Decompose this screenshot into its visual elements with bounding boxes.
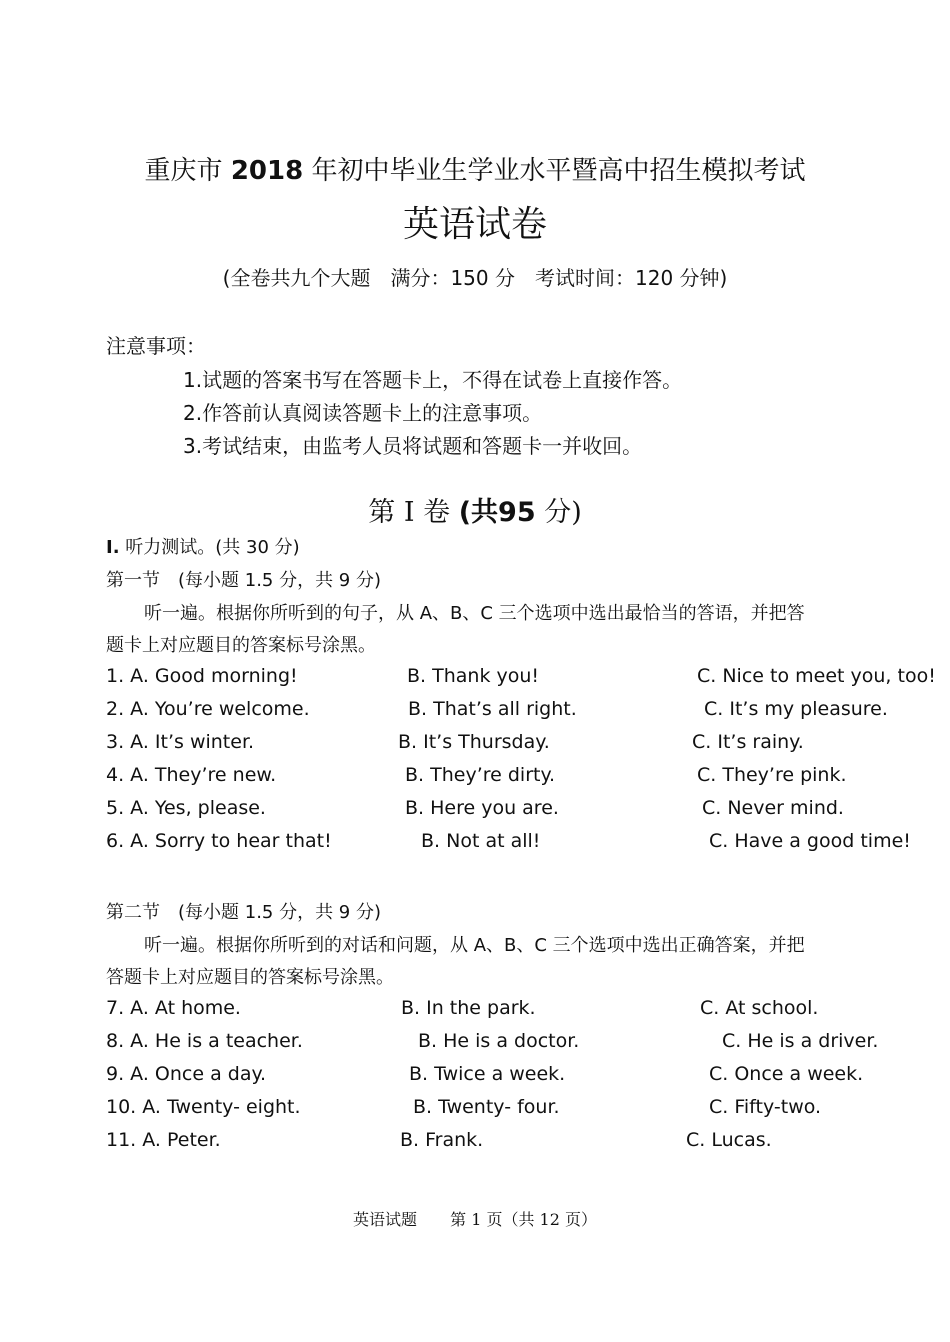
question-8-option-c: C. He is a driver. [722,1030,879,1052]
title-year: 2018 [230,156,304,186]
question-1-option-a: 1. A. Good morning! [106,665,298,687]
question-7-option-b: B. In the park. [401,997,536,1019]
instruction-line: 题卡上对应题目的答案标号涂黑。 [106,635,376,656]
exam-info: (全卷共九个大题 满分：150 分 考试时间：120 分钟) [222,266,728,290]
question-10-option-a: 10. A. Twenty- eight. [106,1096,301,1118]
question-6-option-b: B. Not at all! [421,830,541,852]
question-3-option-c: C. It’s rainy. [692,731,804,753]
question-11-option-a: 11. A. Peter. [106,1129,221,1151]
question-5-option-b: B. Here you are. [405,797,559,819]
question-6-option-c: C. Have a good time! [709,830,911,852]
subsection-1-heading: 第一节 (每小题 1.5 分，共 9 分) [106,570,382,591]
subsection-2-heading: 第二节 (每小题 1.5 分，共 9 分) [106,902,382,923]
question-7-option-c: C. At school. [700,997,819,1019]
part-title-a: 第 I 卷 [368,497,451,528]
question-8-option-a: 8. A. He is a teacher. [106,1030,303,1052]
question-2-option-b: B. That’s all right. [408,698,577,720]
question-6-option-a: 6. A. Sorry to hear that! [106,830,332,852]
question-9-option-a: 9. A. Once a day. [106,1063,267,1085]
section-number: I. [106,537,120,558]
question-1-option-c: C. Nice to meet you, too! [697,665,936,687]
section-label [106,533,300,559]
question-9-option-c: C. Once a week. [709,1063,864,1085]
part-title-c: 分) [544,497,582,528]
question-3-option-b: B. It’s Thursday. [398,731,550,753]
question-5-option-c: C. Never mind. [702,797,844,819]
question-2-option-a: 2. A. You’re welcome. [106,698,310,720]
question-4-option-b: B. They’re dirty. [405,764,556,786]
question-10-option-b: B. Twenty- four. [413,1096,560,1118]
notice-item: 1.试题的答案书写在答题卡上，不得在试卷上直接作答。 [183,368,683,392]
question-10-option-c: C. Fifty-two. [709,1096,822,1118]
question-2-option-c: C. It’s my pleasure. [704,698,888,720]
question-8-option-b: B. He is a doctor. [418,1030,580,1052]
footer-label: 英语试题 [353,1210,418,1229]
part-title-num: 95 [498,497,536,528]
notice-item: 3.考试结束，由监考人员将试题和答题卡一并收回。 [183,434,643,458]
title-suffix: 年初中毕业生学业水平暨高中招生模拟考试 [311,156,806,186]
footer-page-number: 第 1 页（共 12 页） [450,1210,597,1229]
instruction-line: 听一遍。根据你所听到的对话和问题，从 A、B、C 三个选项中选出正确答案，并把 [144,935,805,956]
part-title [0,490,950,529]
exam-subtitle: 英语试卷 [402,204,547,245]
question-1-option-b: B. Thank you! [407,665,540,687]
question-7-option-a: 7. A. At home. [106,997,241,1019]
exam-title [0,150,950,187]
question-4-option-a: 4. A. They’re new. [106,764,277,786]
instruction-line: 听一遍。根据你所听到的句子，从 A、B、C 三个选项中选出最恰当的答语，并把答 [144,603,805,624]
question-5-option-a: 5. A. Yes, please. [106,797,266,819]
question-9-option-b: B. Twice a week. [409,1063,566,1085]
question-11-option-b: B. Frank. [400,1129,484,1151]
title-prefix: 重庆市 [144,156,223,186]
question-4-option-c: C. They’re pink. [697,764,847,786]
question-11-option-c: C. Lucas. [686,1129,772,1151]
question-3-option-a: 3. A. It’s winter. [106,731,255,753]
instruction-line: 答题卡上对应题目的答案标号涂黑。 [106,967,394,988]
part-title-b: (共 [458,497,499,528]
section-text: 听力测试。(共 30 分) [125,537,300,558]
notice-item: 2.作答前认真阅读答题卡上的注意事项。 [183,401,543,425]
page-footer [0,1207,950,1230]
notice-heading: 注意事项： [106,334,206,358]
